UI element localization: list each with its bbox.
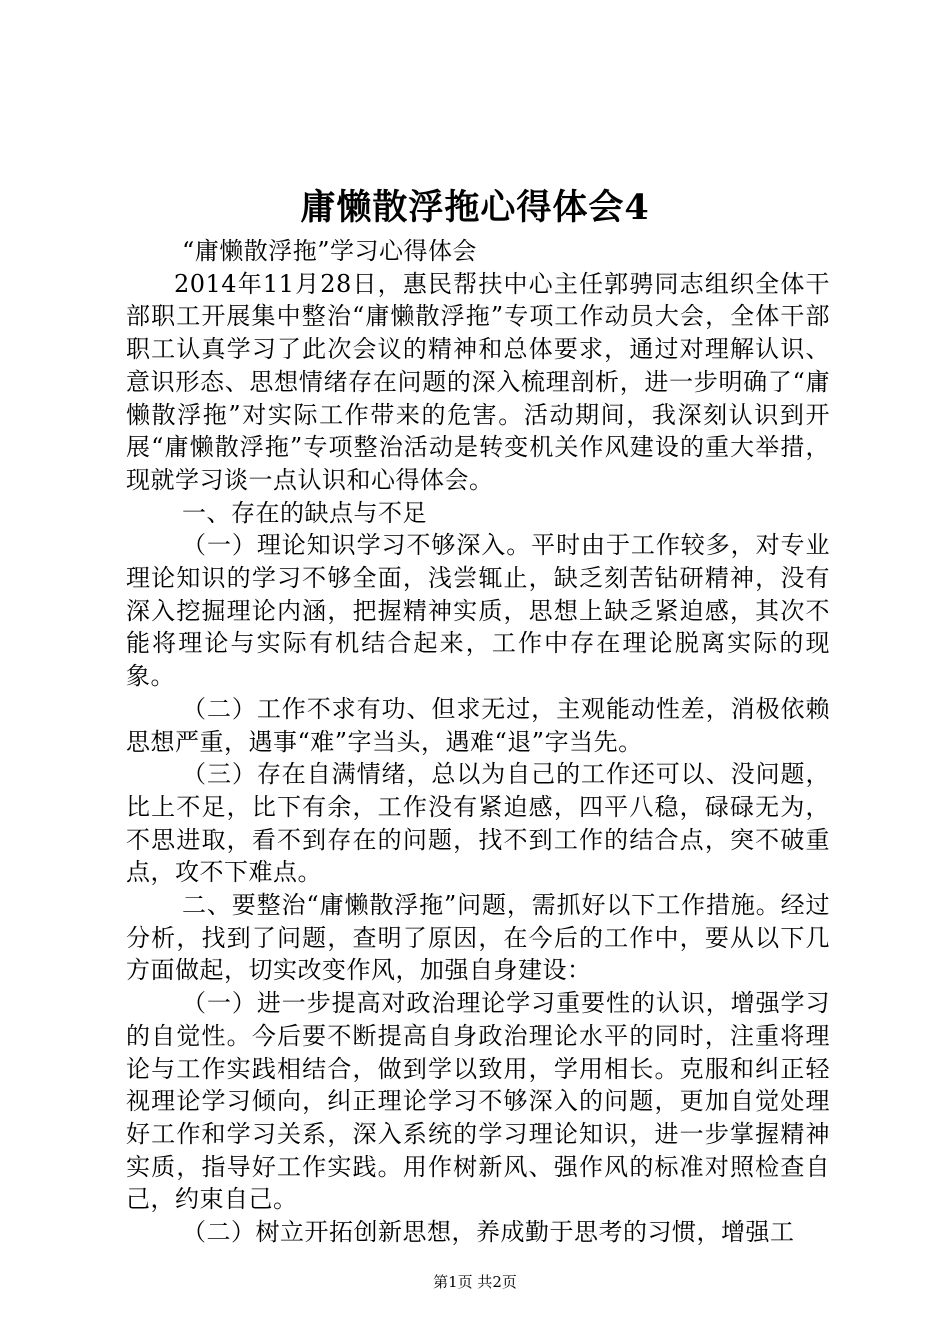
shortcoming-item-1: （一）理论知识学习不够深入。平时由于工作较多，对专业理论知识的学习不够全面，浅尝辄止，缺乏刻苦钻研精神，没有深入挖掘理论内涵，把握精神实质，思想上缺乏紧迫感，其次不能将理论与实际有机结合起来，工作中存在理论脱离实际的现象。: [126, 531, 830, 691]
document-body: [126, 235, 830, 1249]
document-title: 庸懒散浮拖心得体会4: [300, 187, 650, 228]
intro-paragraph: 2014年11月28日，惠民帮扶中心主任郭骋同志组织全体干部职工开展集中整治“庸懒散浮拖”专项工作动员大会，全体干部职工认真学习了此次会议的精神和总体要求，通过对理解认识、意识形态、思想情绪存在问题的深入梳理剖析，进一步明确了“庸懒散浮拖”对实际工作带来的危害。活动期间，我深刻认识到开展“庸懒散浮拖”专项整治活动是转变机关作风建设的重大举措，现就学习谈一点认识和心得体会。: [126, 269, 830, 494]
shortcoming-item-3: （三）存在自满情绪，总以为自己的工作还可以、没问题，比上不足，比下有余，工作没有紧迫感，四平八稳，碌碌无为，不思进取，看不到存在的问题，找不到工作的结合点，突不破重点，攻不下难点。: [126, 760, 830, 887]
subtitle-line: “庸懒散浮拖”学习心得体会: [182, 237, 478, 265]
shortcoming-item-2: （二）工作不求有功、但求无过，主观能动性差，消极依赖思想严重，遇事“难”字当头，遇难“退”字当先。: [126, 694, 830, 756]
section-heading-1: 一、存在的缺点与不足: [182, 498, 427, 527]
measure-item-2: （二）树立开拓创新思想，养成勤于思考的习惯，增强工: [182, 1218, 795, 1247]
section-heading-2: 二、要整治“庸懒散浮拖”问题，需抓好以下工作措施。经过分析，找到了问题，查明了原因，在今后的工作中，要从以下几方面做起，切实改变作风，加强自身建设：: [126, 891, 830, 985]
measure-item-1: （一）进一步提高对政治理论学习重要性的认识，增强学习的自觉性。今后要不断提高自身政治理论水平的同时，注重将理论与工作实践相结合，做到学以致用，学用相长。克服和纠正轻视理论学习倾向，纠正理论学习不够深入的问题，更加自觉处理好工作和学习关系，深入系统的学习理论知识，进一步掌握精神实质，指导好工作实践。用作树新风、强作风的标准对照检查自己，约束自己。: [126, 989, 830, 1214]
page-number-footer: 第1页 共2页: [433, 1273, 517, 1291]
